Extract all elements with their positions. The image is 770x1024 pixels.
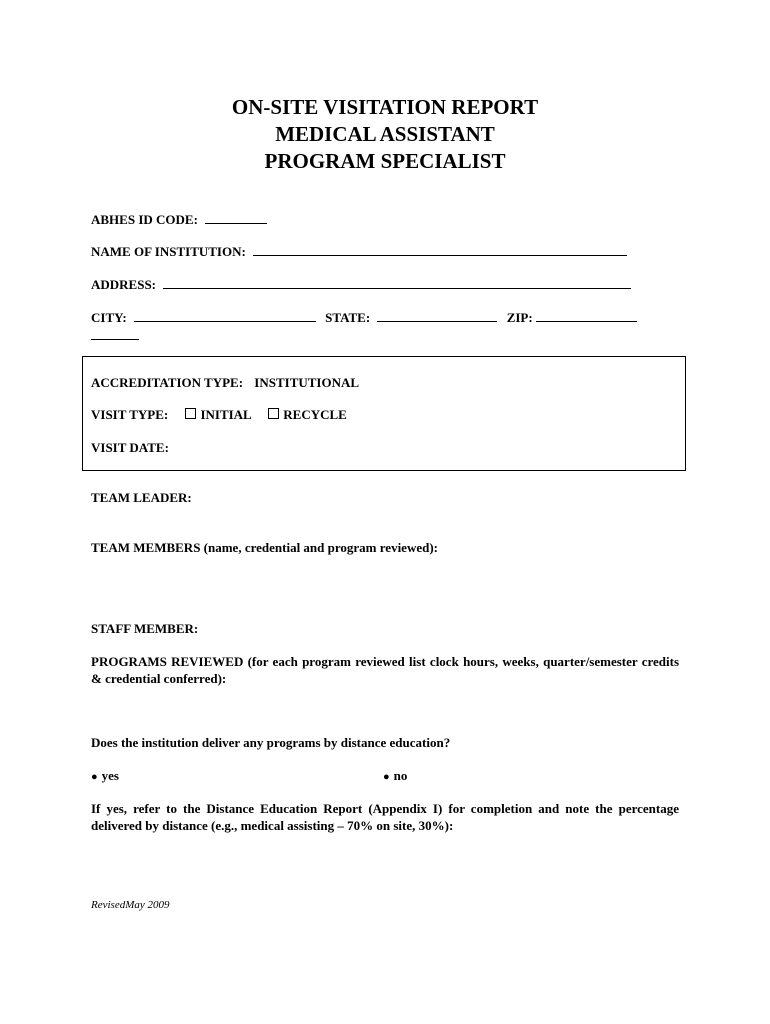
report-title [0,94,770,175]
zip-blank[interactable] [536,309,637,322]
visit-date-row [91,440,169,456]
visit-date-label: VISIT DATE: [91,440,169,455]
visit-type-row [91,407,347,423]
distance-education-instructions: If yes, refer to the Distance Education Report (Appendix I) for completion and note the percentage delivered by distance (e.g., medical assisting – 70% on site, 30%): [91,801,679,833]
yes-label: yes [101,768,119,783]
city-label: CITY: [91,310,127,325]
title-line-2: MEDICAL ASSISTANT [275,122,495,146]
accreditation-type-value: INSTITUTIONAL [254,375,360,390]
no-bullet-icon: ● [383,771,390,783]
zip-continuation [91,327,139,344]
id-code-field [91,211,267,228]
address-field [91,276,631,293]
accreditation-type-label: ACCREDITATION TYPE: [91,375,244,390]
zip-blank-continued[interactable] [91,327,139,340]
distance-education-question: Does the institution deliver any programs by distance education? [91,735,451,750]
accreditation-type-row [91,375,359,391]
team-leader-heading: TEAM LEADER: [91,490,192,505]
recycle-checkbox[interactable] [268,408,279,419]
id-code-blank[interactable] [205,211,267,224]
initial-label: INITIAL [200,407,252,422]
no-label: no [393,768,408,783]
team-members-heading: TEAM MEMBERS (name, credential and program reviewed): [91,540,438,555]
city-blank[interactable] [134,309,316,322]
institution-label: NAME OF INSTITUTION: [91,244,246,259]
city-state-zip-field [91,309,637,326]
id-code-label: ABHES ID CODE: [91,212,198,227]
revision-date: RevisedMay 2009 [91,899,170,911]
state-blank[interactable] [377,309,497,322]
address-blank[interactable] [163,276,631,289]
institution-field [91,243,627,260]
title-line-3: PROGRAM SPECIALIST [264,149,506,173]
staff-member-heading: STAFF MEMBER: [91,621,199,636]
institution-blank[interactable] [253,243,627,256]
initial-option[interactable] [185,407,254,422]
visit-type-label: VISIT TYPE: [91,407,169,422]
title-line-1: ON-SITE VISITATION REPORT [231,95,539,119]
recycle-option[interactable] [268,407,347,422]
address-label: ADDRESS: [91,277,157,292]
initial-checkbox[interactable] [185,408,196,419]
zip-label: ZIP: [506,310,533,325]
programs-reviewed-heading: PROGRAMS REVIEWED (for each program reviewed list clock hours, weeks, quarter/semester credits & credential conferred): [91,654,679,686]
no-option[interactable] [383,768,407,785]
state-label: STATE: [325,310,371,325]
yes-option[interactable] [91,768,119,785]
recycle-label: RECYCLE [283,407,347,422]
yes-bullet-icon: ● [91,771,98,783]
